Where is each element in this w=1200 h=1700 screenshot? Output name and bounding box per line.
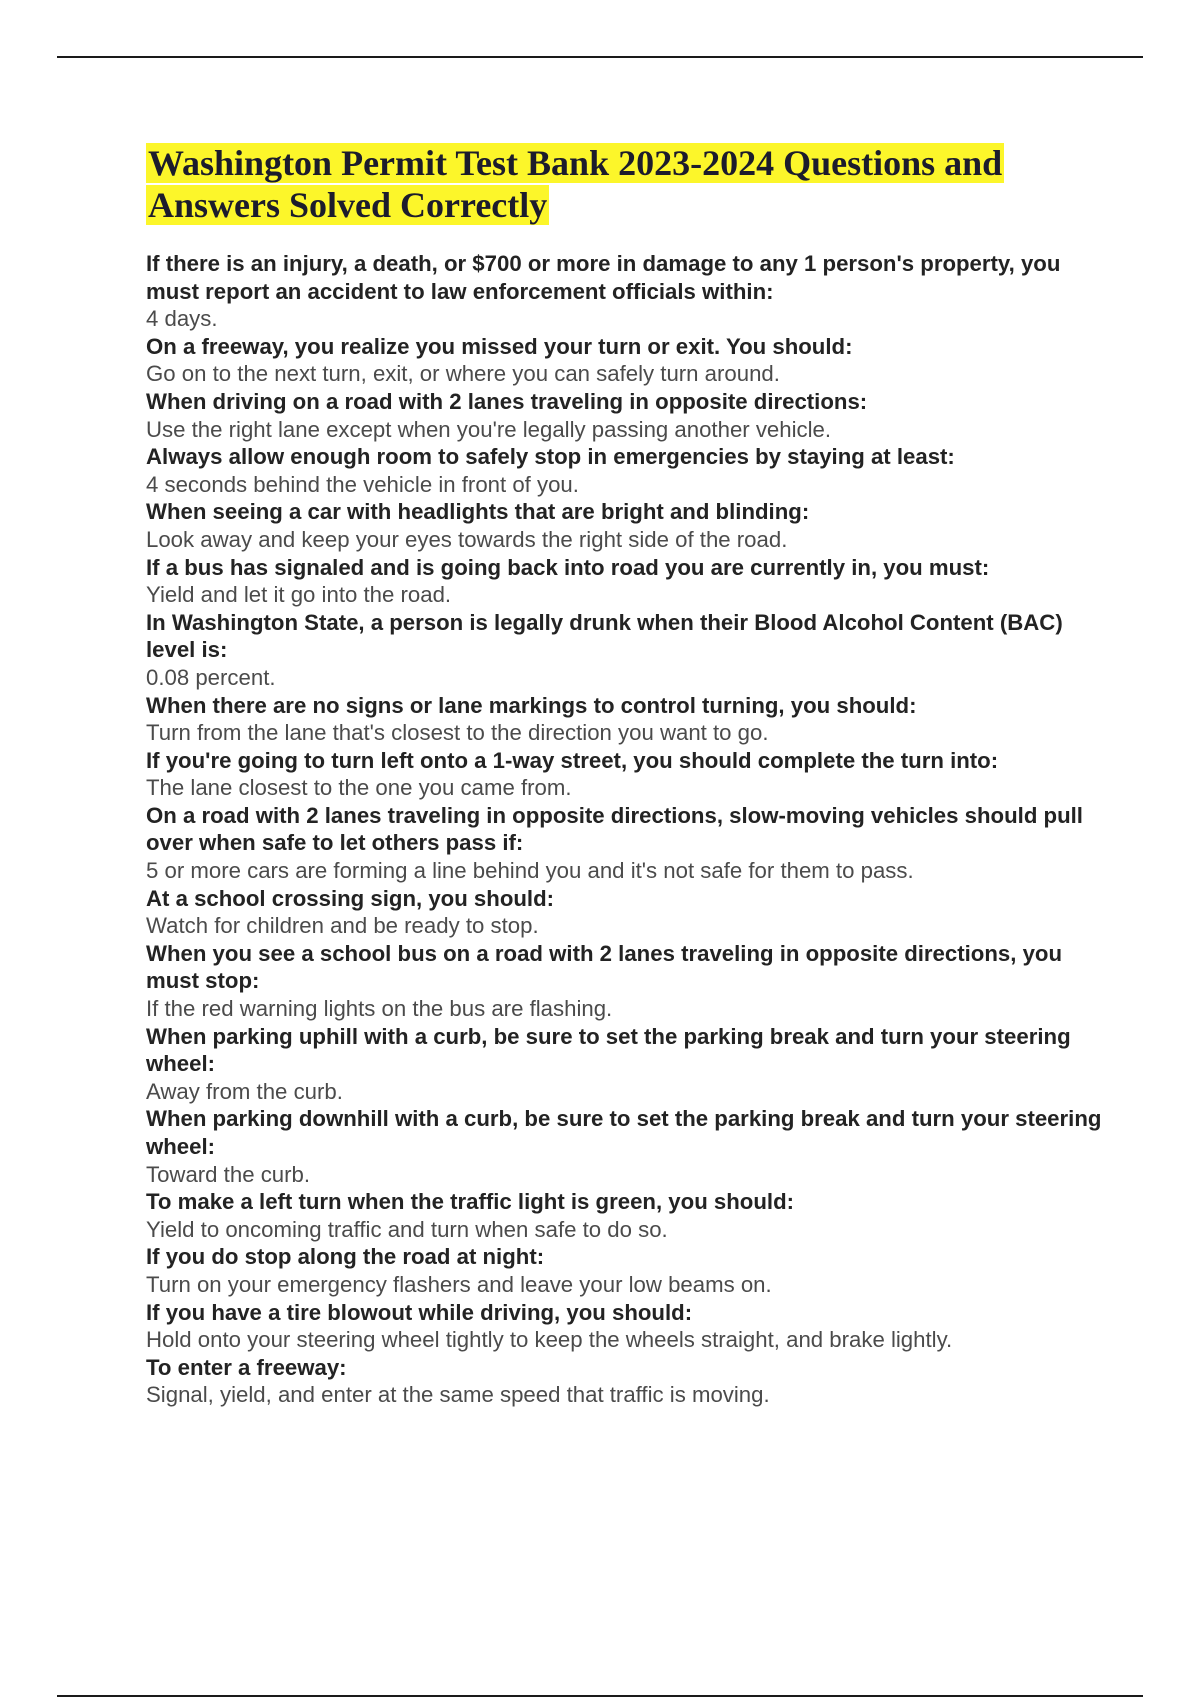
answer: 0.08 percent. <box>146 664 276 690</box>
question: When there are no signs or lane markings to control turning, you should: <box>146 692 917 718</box>
answer: 5 or more cars are forming a line behind you and it's not safe for them to pass. <box>146 858 914 884</box>
answer: Hold onto your steering wheel tightly to keep the wheels straight, and brake lightly. <box>146 1327 953 1353</box>
question: When parking downhill with a curb, be sure to set the parking break and turn your steering wheel: <box>146 1106 1102 1159</box>
question: If you do stop along the road at night: <box>146 1244 545 1270</box>
question: If there is an injury, a death, or $700 or more in damage to any 1 person's property, you must report an accident to law enforcement officials within: <box>146 251 1061 304</box>
document-body <box>146 142 1106 1409</box>
answer: Away from the curb. <box>146 1078 343 1104</box>
question: On a freeway, you realize you missed your turn or exit. You should: <box>146 333 853 359</box>
answer: Signal, yield, and enter at the same speed that traffic is moving. <box>146 1382 770 1408</box>
answer: Yield and let it go into the road. <box>146 582 452 608</box>
answer: Watch for children and be ready to stop. <box>146 913 539 939</box>
answer: The lane closest to the one you came from. <box>146 775 572 801</box>
answer: Toward the curb. <box>146 1161 311 1187</box>
answer: Go on to the next turn, exit, or where you can safely turn around. <box>146 361 780 387</box>
top-rule <box>57 56 1143 58</box>
qa-list <box>146 250 1106 1409</box>
title-highlight: Washington Permit Test Bank 2023-2024 Questions and Answers Solved Correctly <box>148 143 1003 225</box>
question: If a bus has signaled and is going back into road you are currently in, you must: <box>146 554 990 580</box>
question: When you see a school bus on a road with 2 lanes traveling in opposite directions, you must stop: <box>146 940 1063 994</box>
question: On a road with 2 lanes traveling in opposite directions, slow-moving vehicles should pull over when safe to let others pass if: <box>146 802 1083 856</box>
question: To make a left turn when the traffic light is green, you should: <box>146 1189 795 1215</box>
answer: 4 days. <box>146 306 218 332</box>
question: In Washington State, a person is legally drunk when their Blood Alcohol Content (BAC) level is: <box>146 609 1063 663</box>
bottom-rule <box>57 1695 1143 1697</box>
answer: Use the right lane except when you're legally passing another vehicle. <box>146 416 832 442</box>
question: Always allow enough room to safely stop in emergencies by staying at least: <box>146 444 955 470</box>
answer: Turn on your emergency flashers and leave your low beams on. <box>146 1271 772 1297</box>
answer: Look away and keep your eyes towards the right side of the road. <box>146 526 788 552</box>
answer: Yield to oncoming traffic and turn when safe to do so. <box>146 1216 668 1242</box>
question: To enter a freeway: <box>146 1354 347 1380</box>
answer: If the red warning lights on the bus are flashing. <box>146 996 613 1022</box>
answer: 4 seconds behind the vehicle in front of you. <box>146 471 579 497</box>
question: When parking uphill with a curb, be sure to set the parking break and turn your steering wheel: <box>146 1023 1071 1077</box>
answer: Turn from the lane that's closest to the direction you want to go. <box>146 720 769 746</box>
question: At a school crossing sign, you should: <box>146 885 555 911</box>
document-title <box>146 142 1106 226</box>
question: When seeing a car with headlights that are bright and blinding: <box>146 499 810 525</box>
question: If you have a tire blowout while driving, you should: <box>146 1299 693 1325</box>
question: When driving on a road with 2 lanes traveling in opposite directions: <box>146 388 868 414</box>
question: If you're going to turn left onto a 1-way street, you should complete the turn into: <box>146 747 999 773</box>
